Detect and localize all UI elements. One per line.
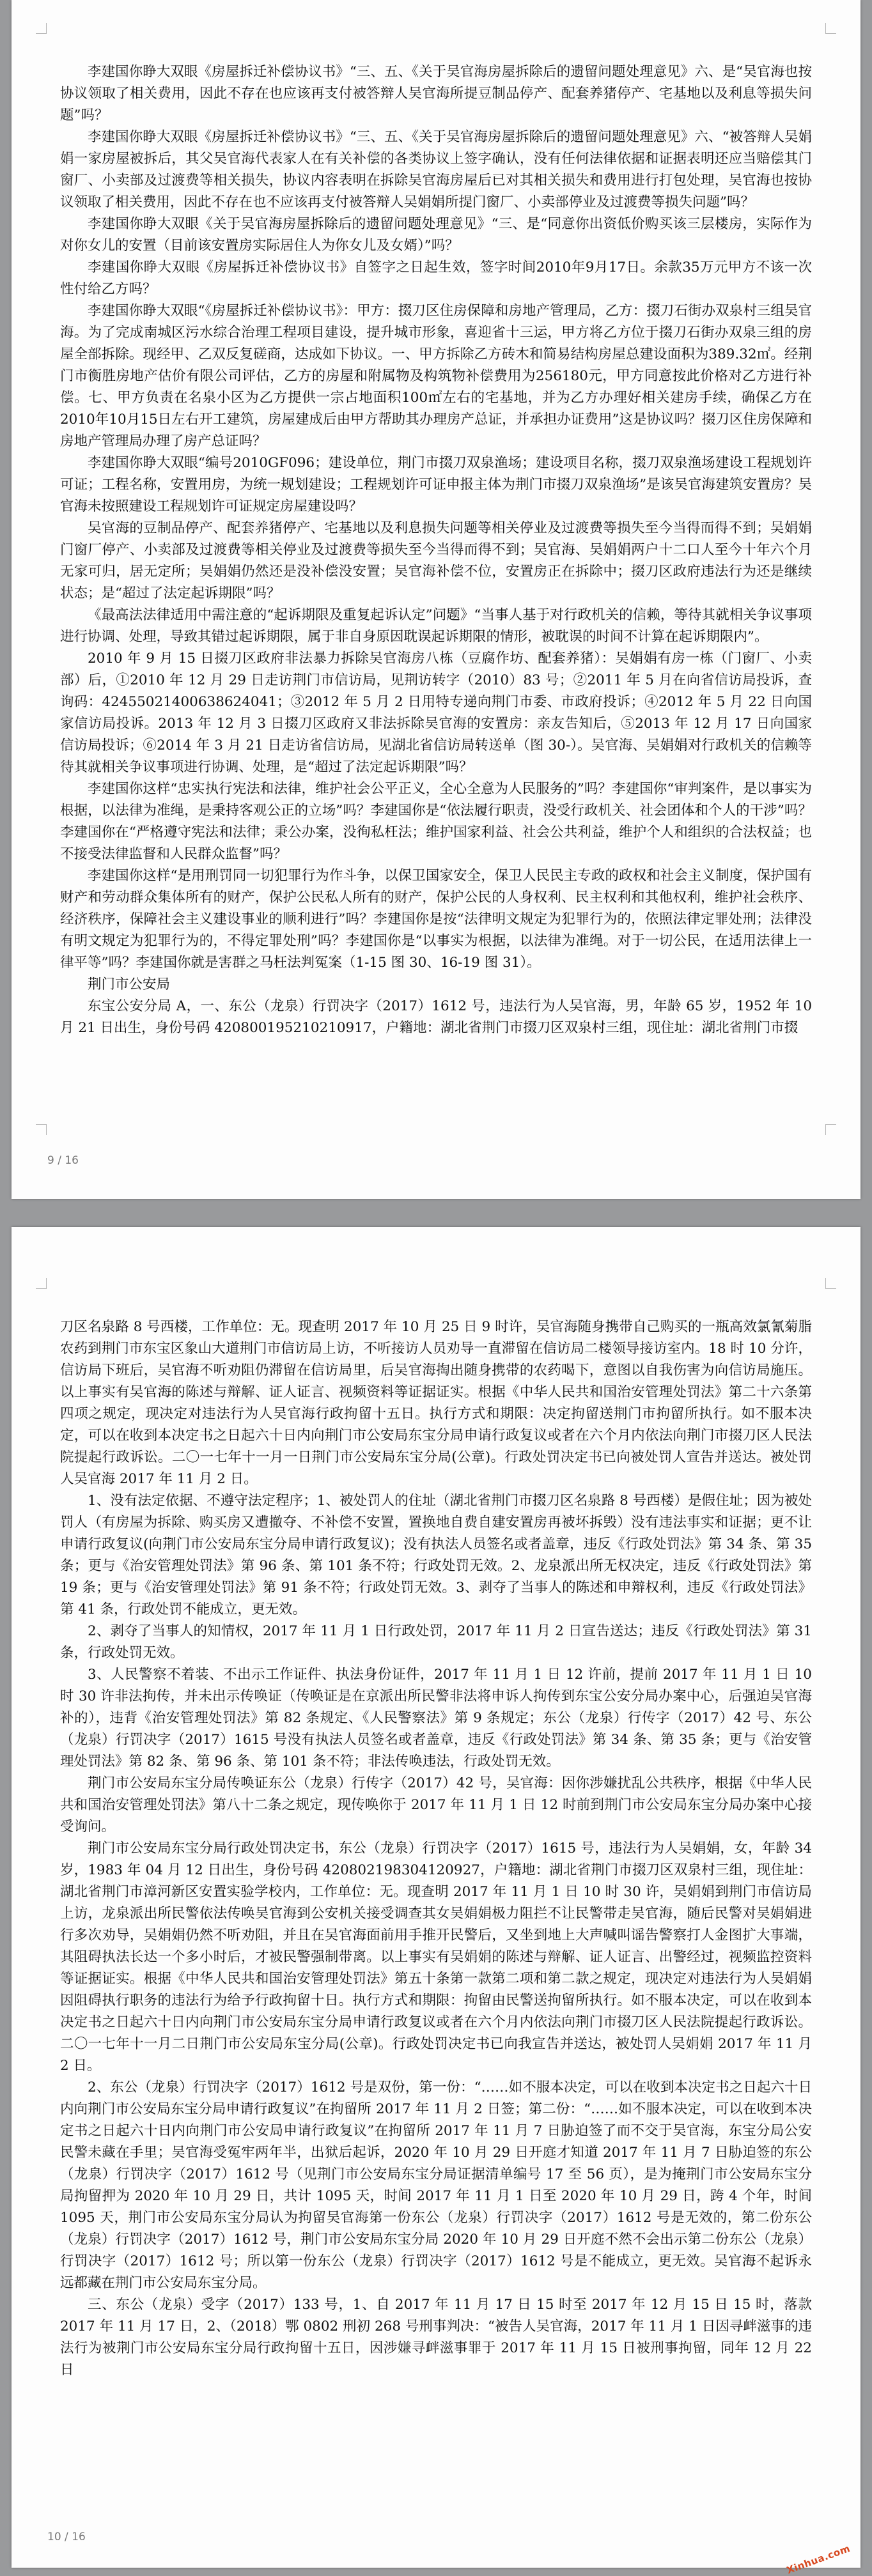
page-body bbox=[60, 1316, 812, 2381]
paragraph: 李建国你这样“是用刑罚同一切犯罪行为作斗争，以保卫国家安全，保卫人民民主专政的政权和社会主义制度，保护国有财产和劳动群众集体所有的财产，保护公民私人所有的财产，保护公民的人身权利、民主权利和其他权利，维护社会秩序、经济秩序，保障社会主义建设事业的顺利进行”吗？李建国你是按“法律明文规定为犯罪行为的，依照法律定罪处刑；法律没有明文规定为犯罪行为的，不得定罪处刑”吗？李建国你是“以事实为根据，以法律为准绳。对于一切公民，在适用法律上一律平等”吗？李建国你就是害群之马枉法判冤案（1-15 图 30、16-19 图 31）。 bbox=[60, 868, 812, 971]
paragraph: 荆门市公安局东宝分局行政处罚决定书，东公（龙泉）行罚决字（2017）1615 号，违法行为人吴娟娟，女，年龄 34 岁，1983 年 04 月 12 日出生，身份号码 420802198304120927，户籍地：湖北省荆门市掇刀区双泉村三组，现住址：湖北省荆门市漳河新区安置实验学校内，工作单位：无。现查明 2017 年 11 月 1 日 10 时 30 许，吴娟娟到荆门市信访局上访，龙泉派出所民警依法传唤吴官海到公安机关接受调查其女吴娟娟极力阻拦不让民警带走吴官海，随后民警对吴娟娟进行多次劝导，吴娟娟仍然不听劝阻，并且在吴官海面前用手推开民警后，又坐到地上大声喊叫谣告警察打人金图扩大事端，其阻碍执法长达一个多小时后，才被民警强制带离。以上事实有吴娟娟的陈述与辩解、证人证言、出警经过，视频监控资料等证据证实。根据《中华人民共和国治安管理处罚法》第五十条第一款第二项和第二款之规定，现决定对违法行为人吴娟娟因阻碍执行职务的违法行为给予行政拘留十日。执行方式和期限：拘留由民警送拘留所执行。如不服本决定，可以在收到本决定书之日起六十日内向荆门市公安局东宝分局申请行政复议或者在六个月内依法向荆门市掇刀区人民法院提起行政诉讼。二〇一七年十一月二日荆门市公安局东宝分局(公章)。行政处罚决定书已向我宣告并送达，被处罚人吴娟娟 2017 年 11 月 2 日。 bbox=[60, 1840, 812, 2074]
site-watermark: Xinhua.com bbox=[784, 2542, 852, 2576]
paragraph: 李建国你睁大双眼《关于吴官海房屋拆除后的遗留问题处理意见》“三、是“同意你出资低价购买该三层楼房，实际作为对你女儿的安置（目前该安置房实际居住人为你女儿及女婿）”吗？ bbox=[60, 216, 812, 254]
paragraph: 李建国你睁大双眼“编号2010GF096；建设单位，荆门市掇刀双泉渔场；建设项目名称，掇刀双泉渔场建设工程规划许可证；工程名称，安置用房，为统一规划建设；工程规划许可证申报主体为荆门市掇刀双泉渔场”是该吴官海建筑安置房？吴官海未按照建设工程规划许可证规定房屋建设吗？ bbox=[60, 455, 812, 514]
paragraph: 李建国你睁大双眼《房屋拆迁补偿协议书》“三、五、《关于吴官海房屋拆除后的遗留问题处理意见》六、“被答辩人吴娟娟一家房屋被拆后，其父吴官海代表家人在有关补偿的各类协议上签字确认，没有任何法律依据和证据表明还应当赔偿其门窗厂、小卖部及过渡费等相关损失，协议内容表明在拆除吴官海房屋后已对其相关损失和费用进行打包处理，吴官海也按协议领取了相关费用，因此不存在也不应该再支付被答辩人吴娟娟所提门窗厂、小卖部停业及过渡费等损失问题”吗？ bbox=[60, 129, 812, 210]
page-number: 10 / 16 bbox=[47, 2531, 86, 2543]
paragraph: 2010 年 9 月 15 日掇刀区政府非法暴力拆除吴官海房八栋（豆腐作坊、配套养猪）：吴娟娟有房一栋（门窗厂、小卖部）后，①2010 年 12 月 29 日走访荆门市信访局，见荆访转字（2010）83 号；②2011 年 5 月在向省信访局投诉，查询码：42455021400638624041；③2012 年 5 月 2 日用特专递向荆门市委、市政府投诉；④2012 年 5 月 22 日向国家信访局投诉。2013 年 12 月 3 日掇刀区政府又非法拆除吴官海的安置房：亲友告知后，⑤2013 年 12 月 17 日向国家信访局投诉；⑥2014 年 3 月 21 日走访省信访局，见湖北省信访局转送单（图 30-）。吴官海、吴娟娟对行政机关的信赖等待其就相关争议事项进行协调、处理，是“超过了法定起诉期限”吗？ bbox=[60, 651, 812, 775]
page-body bbox=[60, 61, 812, 1039]
paragraph: 刀区名泉路 8 号西楼，工作单位：无。现查明 2017 年 10 月 25 日 9 时许，吴官海随身携带自己购买的一瓶高效氯氰菊脂农药到荆门市东宝区象山大道荆门市信访局上访，不听接访人员劝导一直滞留在信访局二楼领导接访室内。18 时 10 分许，信访局下班后，吴官海不听劝阻仍滞留在信访局里，后吴官海掏出随身携带的农药喝下，意图以自我伤害为向信访局施压。以上事实有吴官海的陈述与辩解、证人证言、视频资料等证据证实。根据《中华人民共和国治安管理处罚法》第二十六条第四项之规定，现决定对违法行为人吴官海行政拘留十五日。执行方式和期限：决定拘留送荆门市拘留所执行。如不服本决定，可以在收到本决定书之日起六十日内向荆门市公安局东宝分局申请行政复议或者在六个月内依法向荆门市掇刀区人民法院提起行政诉讼。二〇一七年十一月一日荆门市公安局东宝分局(公章)。行政处罚决定书已向被处罚人宣告并送达。被处罚人吴官海 2017 年 11 月 2 日。 bbox=[60, 1319, 812, 1487]
paragraph: 2、东公（龙泉）行罚决字（2017）1612 号是双份，第一份：“……如不服本决定，可以在收到本决定书之日起六十日内向荆门市公安局东宝分局申请行政复议”在拘留所 2017 年 11 月 2 日签；第二份：“……如不服本决定，可以在收到本决定书之日起六十日内向荆门市公安局申请行政复议”在拘留所 2017 年 11 月 7 日胁迫签了而不交于吴官海，东宝分局公安民警未藏在手里；吴官海受冤牢两年半，出狱后起诉，2020 年 10 月 29 日开庭才知道 2017 年 11 月 7 日胁迫签的东公（龙泉）行罚决字（2017）1612 号（见荆门市公安局东宝分局证据清单编号 17 至 56 页），是为掩荆门市公安局东宝分局拘留押为 2020 年 10 月 29 日，共计 1095 天，时间 2017 年 11 月 1 日至 2020 年 10 月 29 日，跨 4 个年，时间 1095 天，荆门市公安局东宝分局认为拘留吴官海第一份东公（龙泉）行罚决字（2017）1612 号是无效的，第二份东公（龙泉）行罚决字（2017）1612 号，荆门市公安局东宝分局 2020 年 10 月 29 日开庭不然不会出示第二份东公（龙泉）行罚决字（2017）1612 号；所以第一份东公（龙泉）行罚决字（2017）1612 号是不能成立，更无效。吴官海不起诉永远都藏在荆门市公安局东宝分局。 bbox=[60, 2079, 812, 2291]
paragraph: 李建国你睁大双眼“《房屋拆迁补偿协议书》：甲方：掇刀区住房保障和房地产管理局，乙方：掇刀石街办双泉村三组吴官海。为了完成南城区污水综合治理工程项目建设，提升城市形象，喜迎省十三运，甲方将乙方位于掇刀石街办双泉三组的房屋全部拆除。现经甲、乙双反复磋商，达成如下协议。一、甲方拆除乙方砖木和简易结构房屋总建设面积为389.32㎡。经荆门市衡胜房地产估价有限公司评估，乙方的房屋和附属物及构筑物补偿费用为256180元，甲方同意按此价格对乙方进行补偿。七、甲方负责在名泉小区为乙方提供一宗占地面积100㎡左右的宅基地，并为乙方办理好相关建房手续，确保乙方在2010年10月15日左右开工建筑，房屋建成后由甲方帮助其办理房产总证，并承担办证费用”这是协议吗？掇刀区住房保障和房地产管理局办理了房产总证吗？ bbox=[60, 303, 813, 449]
crop-mark bbox=[36, 23, 47, 34]
paragraph: 《最高法法律适用中需注意的“起诉期限及重复起诉认定”问题》“当事人基于对行政机关的信赖，等待其就相关争议事项进行协调、处理，导致其错过起诉期限，属于非自身原因耽误起诉期限的情形，被耽误的时间不计算在起诉期限内”。 bbox=[60, 607, 812, 645]
crop-mark bbox=[825, 1124, 836, 1135]
paragraph: 李建国你睁大双眼《房屋拆迁补偿协议书》“三、五、《关于吴官海房屋拆除后的遗留问题处理意见》六、是“吴官海也按协议领取了相关费用，因此不存在也应该再支付被答辩人吴官海所提豆制品停产、配套养猪停产、宅基地以及利息等损失问题”吗？ bbox=[60, 64, 812, 123]
paragraph: 3、人民警察不着装、不出示工作证件、执法身份证件，2017 年 11 月 1 日 12 许前，提前 2017 年 11 月 1 日 10 时 30 许非法拘传，并未出示传唤证（传唤证是在京派出所民警非法将申诉人拘传到东宝公安分局办案中心，后强迫吴官海补的），违背《治安管理处罚法》第 82 条规定、《人民警察法》第 9 条规定；东公（龙泉）行传字（2017）42 号、东公（龙泉）行罚决字（2017）1615 号没有执法人员签名或者盖章，违反《行政处罚法》第 34 条、第 35 条；更与《治安管理处罚法》第 82 条、第 96 条、第 101 条不符；非法传唤违法，行政处罚无效。 bbox=[60, 1667, 812, 1770]
paragraph: 1、没有法定依据、不遵守法定程序；1、被处罚人的住址（湖北省荆门市掇刀区名泉路 8 号西楼）是假住址；因为被处罚人（有房屋为拆除、购买房又遭撤夺、不补偿不安置，置换地自费自建安置房再被坏拆毁）没有违法事实和证据；更不让申请行政复议(向荆门市公安局东宝分局申请行政复议)；没有执法人员签名或者盖章，违反《行政处罚法》第 34 条、第 35 条；更与《治安管理处罚法》第 96 条、第 101 条不符；行政处罚无效。2、龙泉派出所无权决定，违反《行政处罚法》第 19 条；更与《治安管理处罚法》第 91 条不符；行政处罚无效。3、剥夺了当事人的陈述和申辩权利，违反《行政处罚法》第 41 条，行政处罚不能成立，更无效。 bbox=[60, 1493, 812, 1617]
document-page-9 bbox=[12, 0, 860, 1199]
paragraph: 李建国你睁大双眼《房屋拆迁补偿协议书》自签字之日起生效，签字时间2010年9月17日。余款35万元甲方不该一次性付给乙方吗？ bbox=[60, 259, 812, 297]
crop-mark bbox=[825, 1278, 836, 1289]
section-heading: 荆门市公安局 bbox=[88, 976, 171, 992]
document-page-10 bbox=[12, 1227, 860, 2576]
crop-mark bbox=[36, 1278, 47, 1289]
paragraph: 荆门市公安局东宝分局传唤证东公（龙泉）行传字（2017）42 号，吴官海：因你涉嫌扰乱公共秩序，根据《中华人民共和国治安管理处罚法》第八十二条之规定，现传唤你于 2017 年 11 月 1 日 12 时前到荆门市公安局东宝分局办案中心接受询问。 bbox=[60, 1775, 812, 1835]
crop-mark bbox=[36, 1124, 47, 1135]
paragraph: 东宝公安分局 A，一、东公（龙泉）行罚决字（2017）1612 号，违法行为人吴官海，男，年龄 65 岁，1952 年 10 月 21 日出生，身份号码 420800195210210917，户籍地：湖北省荆门市掇刀区双泉村三组，现住址：湖北省荆门市掇 bbox=[60, 998, 812, 1036]
page-number: 9 / 16 bbox=[47, 1154, 79, 1167]
paragraph: 李建国你这样“忠实执行宪法和法律，维护社会公平正义，全心全意为人民服务的”吗？李建国你“审判案件，是以事实为根据，以法律为准绳，是秉持客观公正的立场”吗？李建国你是“依法履行职责，没受行政机关、社会团体和个人的干涉”吗？李建国你在“严格遵守宪法和法律；秉公办案，没徇私枉法；维护国家利益、社会公共利益，维护个人和组织的合法权益；也不接受法律监督和人民群众监督”吗？ bbox=[60, 781, 812, 862]
paragraph: 吴官海的豆制品停产、配套养猪停产、宅基地以及利息损失问题等相关停业及过渡费等损失至今当得而得不到；吴娟娟门窗厂停产、小卖部及过渡费等相关停业及过渡费等损失至今当得而得不到；吴官海、吴娟娟两户十二口人至今十年六个月无家可归，居无定所；吴娟娟仍然还是没补偿没安置；吴官海补偿不位，安置房正在拆除中；掇刀区政府违法行为还是继续状态；是“超过了法定起诉期限”吗？ bbox=[60, 520, 812, 601]
paragraph: 2、剥夺了当事人的知情权，2017 年 11 月 1 日行政处罚，2017 年 11 月 2 日宣告送达；违反《行政处罚法》第 31 条，行政处罚无效。 bbox=[60, 1623, 812, 1661]
crop-mark bbox=[825, 23, 836, 34]
paragraph: 三、东公（龙泉）受字（2017）133 号，1、自 2017 年 11 月 17 日 15 时至 2017 年 12 月 15 日 15 时，落款 2017 年 11 月 17 日，2、（2018）鄂 0802 刑初 268 号刑事判决：“被告人吴官海，2017 年 11 月 1 日因寻衅滋事的违法行为被荆门市公安局东宝分局行政拘留十五日，因涉嫌寻衅滋事罪于 2017 年 11 月 15 日被刑事拘留，同年 12 月 22 日 bbox=[60, 2297, 812, 2378]
